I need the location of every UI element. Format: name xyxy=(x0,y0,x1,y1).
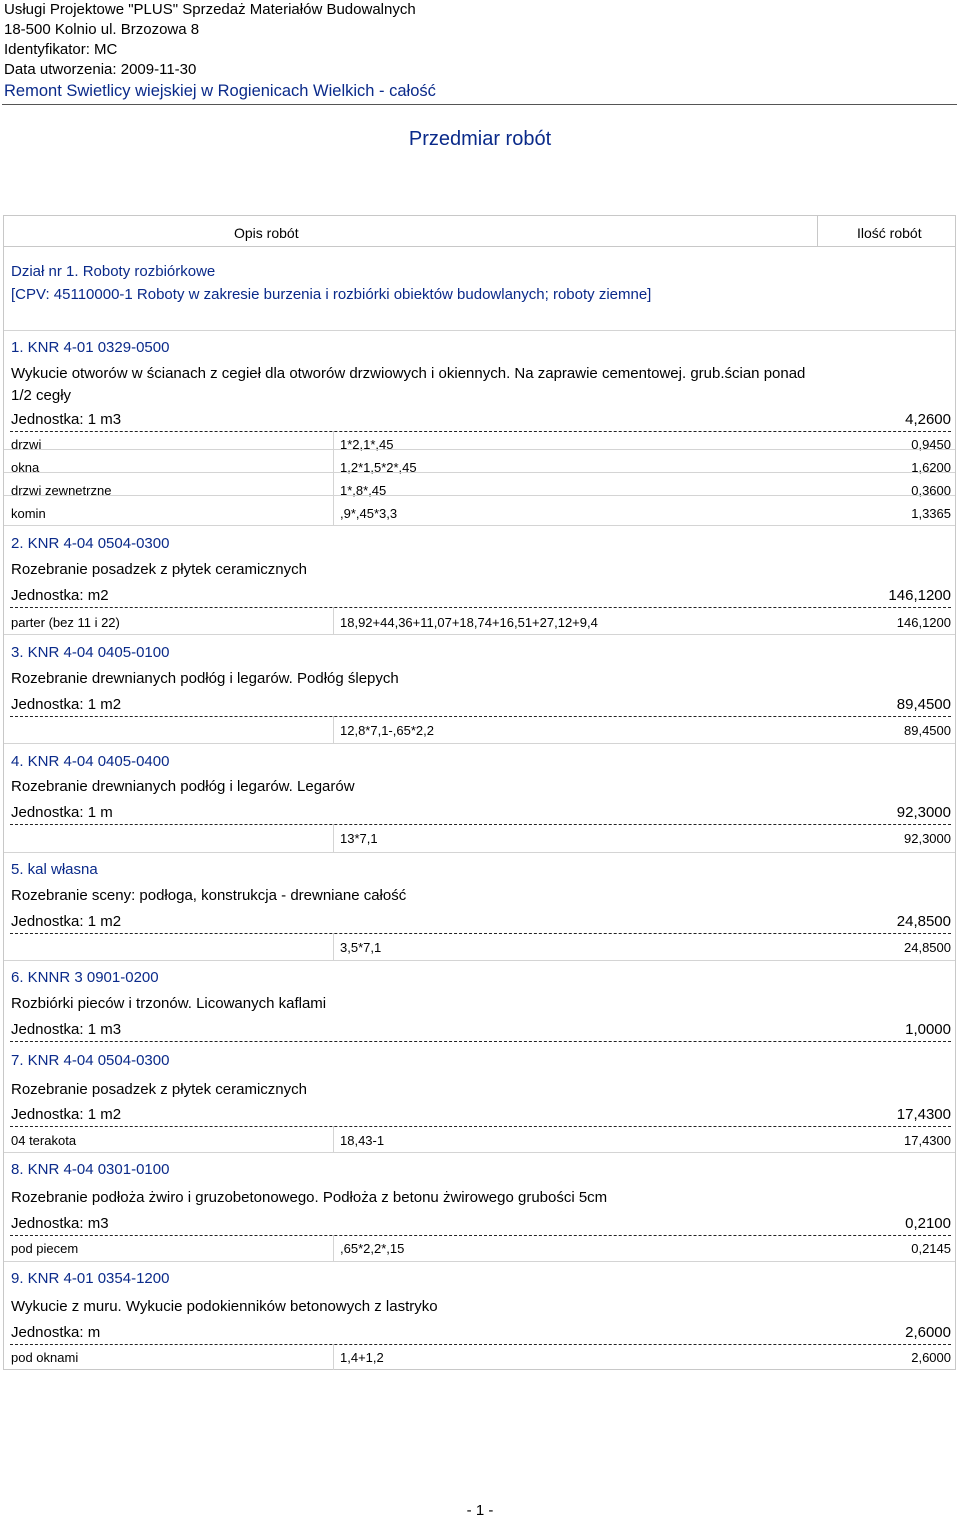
dashed-separator xyxy=(10,1041,951,1042)
item-8-row-name: pod piecem xyxy=(11,1241,79,1256)
company-name: Usługi Projektowe "PLUS" Sprzedaż Materiałów Budowalnych xyxy=(4,1,416,18)
identifier: Identyfikator: MC xyxy=(4,41,118,58)
creation-date: Data utworzenia: 2009-11-30 xyxy=(4,61,197,78)
item-3-row-value: 89,4500 xyxy=(904,723,951,738)
item-5-code: 5. kal własna xyxy=(11,861,98,878)
item-9-total: 2,6000 xyxy=(905,1324,951,1341)
section-cpv: [CPV: 45110000-1 Roboty w zakresie burzenia i rozbiórki obiektów budowlanych; roboty ziemne] xyxy=(11,286,652,303)
dashed-separator xyxy=(10,431,951,432)
item-5-row-formula: 3,5*7,1 xyxy=(340,940,382,955)
item-9-code: 9. KNR 4-01 0354-1200 xyxy=(11,1270,170,1287)
item-2-row-name: parter (bez 11 i 22) xyxy=(11,615,120,630)
item-2-description: Rozebranie posadzek z płytek ceramicznych xyxy=(11,561,307,578)
item-1-row-formula: 1*2,1*,45 xyxy=(340,437,394,452)
item-5-unit: Jednostka: 1 m2 xyxy=(11,913,122,930)
item-5-total: 24,8500 xyxy=(896,913,951,930)
item-7-description: Rozebranie posadzek z płytek ceramicznych xyxy=(11,1081,307,1098)
project-name: Remont Swietlicy wiejskiej w Rogienicach Wielkich - całość xyxy=(4,82,436,100)
item-1-row-value: 1,6200 xyxy=(911,460,951,475)
item-1-row-name: drzwi zewnetrzne xyxy=(11,483,112,498)
item-2-unit: Jednostka: m2 xyxy=(11,587,109,604)
item-4-row-value: 92,3000 xyxy=(904,831,951,846)
item-5-row-value: 24,8500 xyxy=(904,940,951,955)
item-1-row-name: drzwi xyxy=(11,437,42,452)
item-1-description-cont: 1/2 cegły xyxy=(11,387,72,404)
item-3-total: 89,4500 xyxy=(896,696,951,713)
dashed-separator xyxy=(10,824,951,825)
item-3-unit: Jednostka: 1 m2 xyxy=(11,696,122,713)
item-7-row-formula: 18,43-1 xyxy=(340,1133,385,1148)
dashed-separator xyxy=(10,933,951,934)
item-2-total: 146,1200 xyxy=(888,587,951,604)
item-5-description: Rozebranie sceny: podłoga, konstrukcja - drewniane całość xyxy=(11,887,407,904)
item-7-total: 17,4300 xyxy=(896,1106,951,1123)
table-header xyxy=(4,216,955,247)
item-3-code: 3. KNR 4-04 0405-0100 xyxy=(11,644,170,661)
item-6-total: 1,0000 xyxy=(905,1021,951,1038)
item-8-row-formula: ,65*2,2*,15 xyxy=(340,1241,405,1256)
item-1-row-formula: 1,2*1,5*2*,45 xyxy=(340,460,417,475)
item-4-code: 4. KNR 4-04 0405-0400 xyxy=(11,753,170,770)
item-1-row-name: okna xyxy=(11,460,40,475)
item-2-row-formula: 18,92+44,36+11,07+18,74+16,51+27,12+9,4 xyxy=(340,615,598,630)
item-1-code: 1. KNR 4-01 0329-0500 xyxy=(11,339,170,356)
item-7-row-name: 04 terakota xyxy=(11,1133,77,1148)
document-title: Przedmiar robót xyxy=(408,128,552,150)
item-7-row-value: 17,4300 xyxy=(904,1133,951,1148)
item-1-row-formula: ,9*,45*3,3 xyxy=(340,506,398,521)
item-6-unit: Jednostka: 1 m3 xyxy=(11,1021,122,1038)
item-4-total: 92,3000 xyxy=(896,804,951,821)
dashed-separator xyxy=(10,716,951,717)
item-4-description: Rozebranie drewnianych podłóg i legarów. Legarów xyxy=(11,778,355,795)
item-9-description: Wykucie z muru. Wykucie podokienników betonowych z lastryko xyxy=(11,1298,438,1315)
item-4-row-formula: 13*7,1 xyxy=(340,831,378,846)
item-2-code: 2. KNR 4-04 0504-0300 xyxy=(11,535,170,552)
dashed-separator xyxy=(10,1344,951,1345)
item-6-description: Rozbiórki pieców i trzonów. Licowanych kaflami xyxy=(11,995,327,1012)
item-1-total: 4,2600 xyxy=(905,411,951,428)
item-1-row-value: 0,3600 xyxy=(911,483,951,498)
item-4-unit: Jednostka: 1 m xyxy=(11,804,113,821)
dashed-separator xyxy=(10,607,951,608)
company-address: 18-500 Kolnio ul. Brzozowa 8 xyxy=(4,21,200,38)
item-8-total: 0,2100 xyxy=(905,1215,951,1232)
item-7-code: 7. KNR 4-04 0504-0300 xyxy=(11,1052,170,1069)
item-8-unit: Jednostka: m3 xyxy=(11,1215,109,1232)
item-6-code: 6. KNNR 3 0901-0200 xyxy=(11,969,159,986)
item-3-row-formula: 12,8*7,1-,65*2,2 xyxy=(340,723,434,738)
item-1-row-formula: 1*,8*,45 xyxy=(340,483,387,498)
item-9-row-value: 2,6000 xyxy=(911,1350,951,1365)
item-7-unit: Jednostka: 1 m2 xyxy=(11,1106,122,1123)
header-divider xyxy=(2,104,957,105)
item-8-row-value: 0,2145 xyxy=(911,1241,951,1256)
item-3-description: Rozebranie drewnianych podłóg i legarów. Podłóg ślepych xyxy=(11,670,399,687)
item-1-row-value: 0,9450 xyxy=(911,437,951,452)
section-title: Dział nr 1. Roboty rozbiórkowe xyxy=(11,263,216,280)
page-number: - 1 - xyxy=(466,1502,494,1519)
item-1-row-name: komin xyxy=(11,506,46,521)
item-8-code: 8. KNR 4-04 0301-0100 xyxy=(11,1161,170,1178)
item-2-row-value: 146,1200 xyxy=(896,615,951,630)
item-9-row-formula: 1,4+1,2 xyxy=(340,1350,384,1365)
row-divider xyxy=(4,330,955,331)
column-header-quantity: Ilość robót xyxy=(857,225,922,241)
dashed-separator xyxy=(10,1126,951,1127)
item-1-unit: Jednostka: 1 m3 xyxy=(11,411,122,428)
item-9-unit: Jednostka: m xyxy=(11,1324,101,1341)
item-9-row-name: pod oknami xyxy=(11,1350,79,1365)
item-8-description: Rozebranie podłoża żwiro i gruzobetonowego. Podłoża z betonu żwirowego grubości 5cm xyxy=(11,1189,608,1206)
column-header-description: Opis robót xyxy=(234,225,299,241)
item-1-description: Wykucie otworów w ścianach z cegieł dla otworów drzwiowych i okiennych. Na zaprawie cementowej. grub.ścian ponad xyxy=(11,365,806,382)
item-1-row-value: 1,3365 xyxy=(911,506,951,521)
bill-of-quantities-table xyxy=(3,215,956,1370)
dashed-separator xyxy=(10,1235,951,1236)
